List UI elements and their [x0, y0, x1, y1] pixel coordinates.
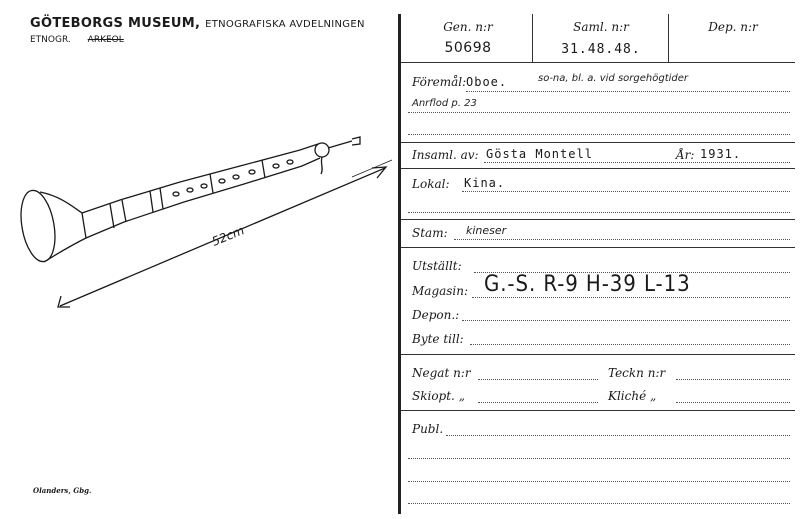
saml-label: Saml. n:r [573, 20, 629, 34]
kliche-label: Kliché „ [608, 389, 657, 403]
ar-value: 1931. [700, 147, 742, 161]
negat-dotted-line [478, 379, 598, 380]
publ-label: Publ. [412, 422, 444, 436]
utstallt-label: Utställt: [412, 259, 462, 273]
stam-dotted-line [454, 239, 790, 240]
bell-opening [16, 188, 60, 264]
foremal-dotted-line-2 [408, 112, 790, 113]
measure-label: 52cm [209, 223, 247, 249]
foremal-rule [401, 142, 795, 143]
reed [352, 137, 360, 145]
saml-value: 31.48.48. [561, 42, 641, 57]
media-rule [401, 410, 795, 411]
magasin-dotted-line [472, 297, 790, 298]
depon-label: Depon.: [412, 308, 460, 322]
skiopt-dotted-line [478, 402, 598, 403]
insaml-label: Insaml. av: [412, 148, 479, 162]
kliche-dotted-line [676, 402, 790, 403]
museum-name: GÖTEBORGS MUSEUM, [30, 16, 201, 31]
publ-dotted-line-2 [408, 458, 790, 459]
foremal-note: so-na, bl. a. vid sorgehögtider [538, 73, 689, 84]
lokal-dotted-line-2 [408, 212, 790, 213]
stam-value: kineser [466, 224, 507, 237]
pirouette-disc [315, 143, 329, 157]
body-lower-edge [86, 158, 320, 238]
insaml-value: Gösta Montell [486, 147, 593, 161]
insaml-dotted-line [484, 162, 790, 163]
card-divider [398, 14, 401, 514]
department-name: ETNOGRAFISKA AVDELNINGEN [205, 19, 365, 30]
depon-dotted-line [462, 320, 790, 321]
lokal-dotted-line [462, 191, 790, 192]
tassel [321, 157, 322, 174]
byte-dotted-line [470, 344, 790, 345]
gen-label: Gen. n:r [443, 20, 493, 34]
magasin-value: G.-S. R-9 H-39 L-13 [484, 272, 691, 297]
body-upper-edge [82, 144, 318, 213]
negat-label: Negat n:r [412, 366, 471, 380]
oboe-drawing [0, 0, 398, 519]
section-label: ETNOGR. [30, 35, 71, 45]
lokal-label: Lokal: [412, 177, 450, 191]
storage-rule [401, 354, 795, 355]
stam-label: Stam: [412, 226, 448, 240]
number-row-rule [401, 62, 795, 63]
publ-dotted-line [446, 435, 790, 436]
insaml-rule [401, 168, 795, 169]
dep-label: Dep. n:r [708, 20, 758, 34]
gen-saml-separator [532, 14, 533, 62]
publ-dotted-line-3 [408, 481, 790, 482]
struck-section-label: ARKEOL [87, 35, 124, 45]
publ-dotted-line-4 [408, 503, 790, 504]
foremal-label: Föremål: [412, 75, 467, 89]
stam-rule [401, 247, 795, 248]
printer-mark: Olanders, Gbg. [33, 486, 92, 495]
teckn-dotted-line [676, 379, 790, 380]
foremal-dotted-line [466, 91, 790, 92]
foremal-note-2: Anrflod p. 23 [412, 98, 477, 109]
lokal-value: Kina. [464, 176, 506, 190]
skiopt-label: Skiopt. „ [412, 389, 465, 403]
byte-label: Byte till: [412, 332, 464, 346]
saml-dep-separator [668, 14, 669, 62]
gen-value: 50698 [444, 40, 492, 56]
foremal-dotted-line-3 [408, 134, 790, 135]
lokal-rule [401, 219, 795, 220]
measure-arrowhead-bottom [58, 296, 70, 307]
staple [328, 141, 352, 148]
teckn-label: Teckn n:r [608, 366, 666, 380]
magasin-label: Magasin: [412, 284, 469, 298]
foremal-value: Oboe. [466, 75, 508, 89]
ar-label: År: [676, 148, 695, 162]
